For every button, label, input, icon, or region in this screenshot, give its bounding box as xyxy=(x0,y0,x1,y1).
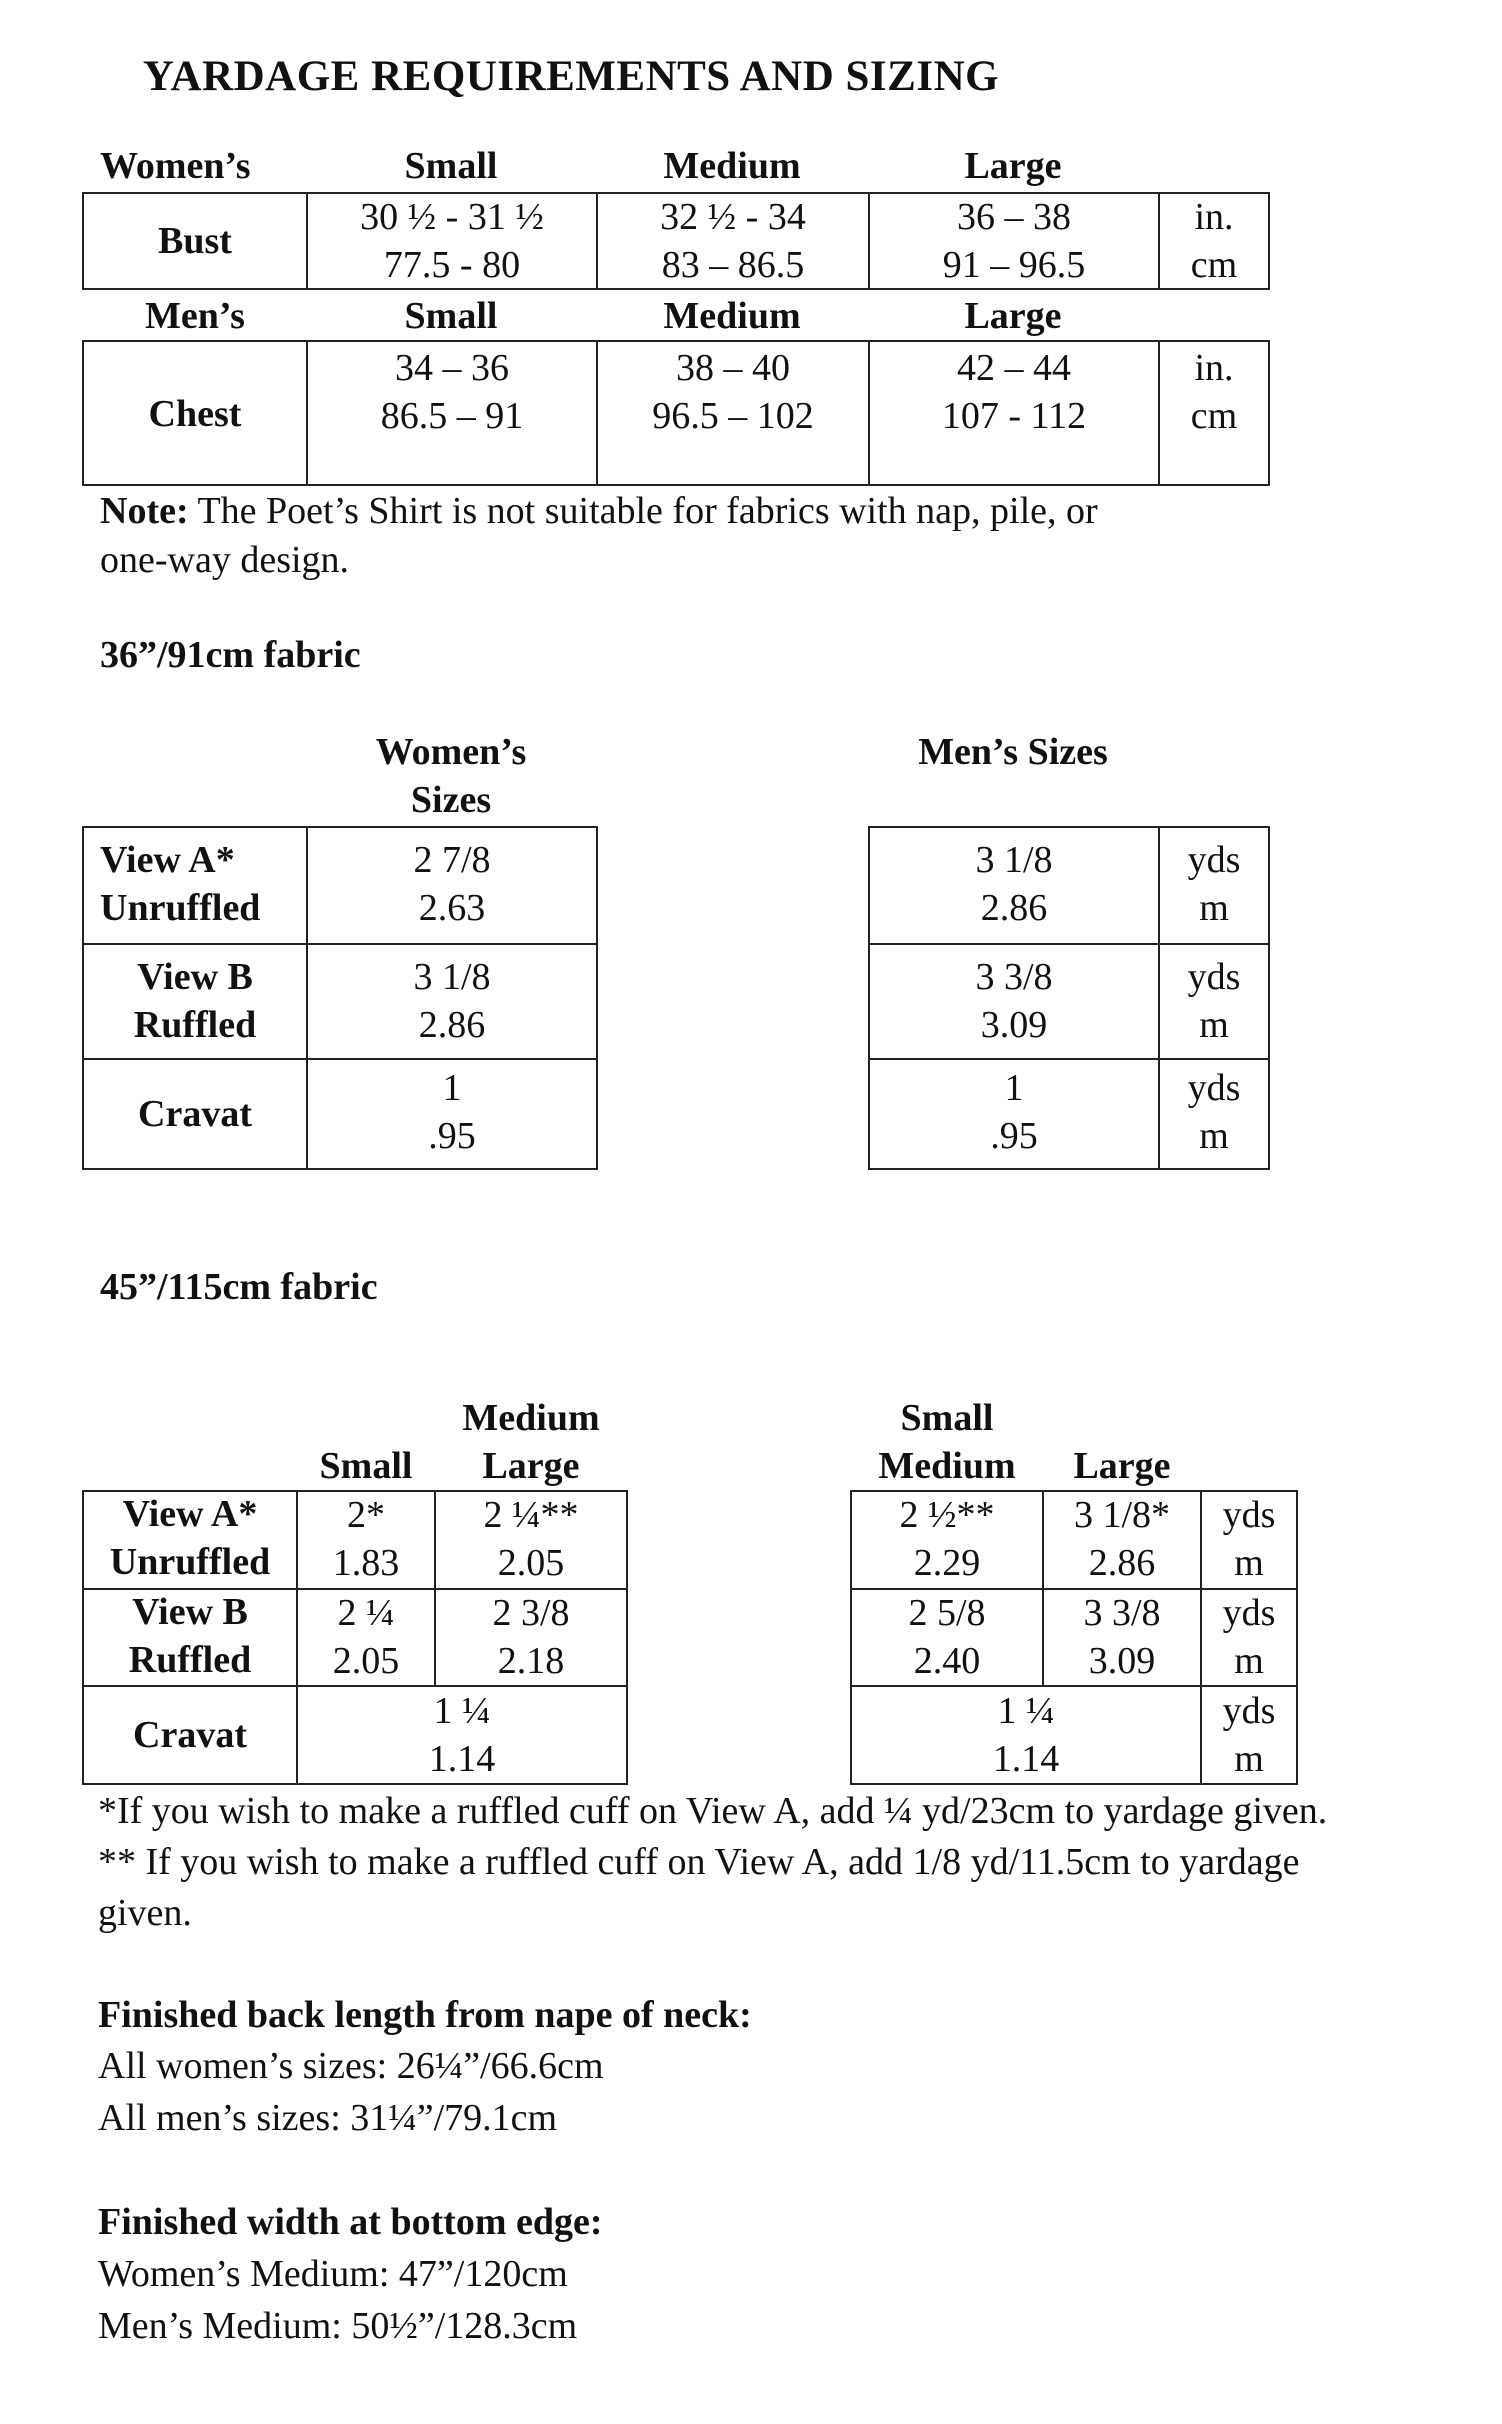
fabric45-view-a-line2: Unruffled xyxy=(109,1541,271,1583)
fabric45-cravat-womens xyxy=(298,1687,626,1783)
fabric45-view-a-w-medlarge-yds: 2 ¼** xyxy=(483,1494,579,1536)
fabric45-m-smallmed-line2: Medium xyxy=(878,1445,1016,1487)
fabric45-view-a-w-small-yds: 2* xyxy=(347,1494,385,1536)
fabric36-view-b-womens-m: 2.86 xyxy=(418,1004,486,1046)
fabric45-m-smallmed-line1: Small xyxy=(900,1397,994,1439)
chest-large-in: 42 – 44 xyxy=(957,347,1071,389)
back-length-mens: All men’s sizes: 31¼”/79.1cm xyxy=(98,2097,558,2139)
bust-medium-cm: 83 – 86.5 xyxy=(661,244,805,286)
fabric36-heading: 36”/91cm fabric xyxy=(100,634,361,676)
fabric45-view-a-w-medlarge-m: 2.05 xyxy=(497,1542,565,1584)
chest-large-cm: 107 - 112 xyxy=(941,395,1087,437)
chest-medium xyxy=(598,344,868,440)
bust-small-in: 30 ½ - 31 ½ xyxy=(360,196,544,238)
fabric36-view-b-womens-yds: 3 1/8 xyxy=(413,956,491,998)
fabric45-cravat-womens-m: 1.14 xyxy=(428,1738,496,1780)
fabric36-view-a-line1: View A* xyxy=(100,839,235,881)
fabric45-m-large-header: Large xyxy=(1073,1445,1171,1487)
fabric45-view-b-w-medlarge-m: 2.18 xyxy=(497,1639,565,1682)
back-length-womens: All women’s sizes: 26¼”/66.6cm xyxy=(98,2045,604,2087)
fabric45-view-b-w-small-m: 2.05 xyxy=(332,1639,400,1682)
fabric36-view-a-womens xyxy=(308,836,596,932)
fabric45-view-a-label xyxy=(84,1490,296,1586)
fabric45-view-a-m-smallmed-m: 2.29 xyxy=(913,1542,981,1584)
fabric36-view-a-units xyxy=(1160,836,1268,932)
fabric36-view-a-line2: Unruffled xyxy=(100,887,261,929)
fabric45-view-b-m-smallmed xyxy=(852,1588,1042,1685)
fabric45-cravat-unit-yds: yds xyxy=(1222,1690,1276,1732)
fabric45-view-b-units xyxy=(1202,1588,1296,1685)
chest-medium-in: 38 – 40 xyxy=(676,347,790,389)
fabric45-view-a-unit-yds: yds xyxy=(1222,1494,1276,1536)
fabric45-view-b-m-large-m: 3.09 xyxy=(1088,1639,1156,1682)
fabric36-view-b-line1: View B xyxy=(137,956,253,998)
fabric45-cravat-mens-m: 1.14 xyxy=(992,1738,1060,1780)
back-length-heading: Finished back length from nape of neck: xyxy=(98,1994,752,2036)
fabric45-view-b-w-small-yds: 2 ¼ xyxy=(337,1591,395,1634)
bust-unit-in: in. xyxy=(1194,196,1234,238)
bust-unit-cm: cm xyxy=(1190,244,1238,286)
womens-medium-header: Medium xyxy=(663,145,801,187)
fabric36-womens-header-line2: Sizes xyxy=(410,779,492,821)
fabric45-view-a-m-smallmed-yds: 2 ½** xyxy=(899,1494,995,1536)
fabric36-cravat-label: Cravat xyxy=(138,1093,252,1135)
fabric36-view-b-unit-yds: yds xyxy=(1187,956,1241,998)
fabric36-view-a-mens-m: 2.86 xyxy=(980,887,1048,929)
fabric45-heading: 45”/115cm fabric xyxy=(100,1266,378,1308)
fabric36-cravat-unit-m: m xyxy=(1199,1115,1229,1157)
fabric36-view-a-womens-yds: 2 7/8 xyxy=(413,839,491,881)
chest-small xyxy=(308,344,596,440)
bust-units xyxy=(1160,194,1268,288)
fabric45-view-a-m-smallmed xyxy=(852,1490,1042,1588)
fabric45-view-b-m-large-yds: 3 3/8 xyxy=(1083,1591,1161,1634)
chest-medium-cm: 96.5 – 102 xyxy=(652,395,814,437)
fabric45-view-b-w-small xyxy=(298,1588,434,1685)
fabric45-cravat-mens-yds: 1 ¼ xyxy=(997,1690,1055,1732)
fabric36-mens-header: Men’s Sizes xyxy=(918,731,1108,773)
fabric45-view-a-m-large-m: 2.86 xyxy=(1088,1542,1156,1584)
womens-small-header: Small xyxy=(404,145,498,187)
chest-small-cm: 86.5 – 91 xyxy=(380,395,524,437)
bust-large-cm: 91 – 96.5 xyxy=(942,244,1086,286)
fabric45-view-a-m-large xyxy=(1044,1490,1200,1588)
fabric45-view-b-label xyxy=(84,1588,296,1684)
fabric45-view-b-unit-yds: yds xyxy=(1222,1591,1276,1634)
fabric36-view-b-line2: Ruffled xyxy=(133,1004,257,1046)
page-title: YARDAGE REQUIREMENTS AND SIZING xyxy=(142,53,1000,100)
fabric45-cravat-units xyxy=(1202,1687,1296,1783)
mens-small-header: Small xyxy=(404,295,498,337)
fabric36-cravat-womens xyxy=(308,1064,596,1160)
fabric36-view-b-mens-m: 3.09 xyxy=(980,1004,1048,1046)
fabric36-womens-header xyxy=(306,728,596,824)
fabric36-womens-header-line1: Women’s xyxy=(375,731,527,773)
fabric45-view-a-w-medlarge xyxy=(436,1490,626,1588)
fabric36-view-a-unit-m: m xyxy=(1199,887,1229,929)
fabric36-view-b-womens xyxy=(308,953,596,1049)
fabric36-cravat-units xyxy=(1160,1064,1268,1160)
fabric45-view-a-units xyxy=(1202,1490,1296,1588)
fabric45-view-b-m-smallmed-m: 2.40 xyxy=(913,1639,981,1682)
mens-medium-header: Medium xyxy=(663,295,801,337)
fabric36-view-a-mens xyxy=(870,836,1158,932)
fabric36-view-b-units xyxy=(1160,953,1268,1049)
fabric45-cravat-womens-yds: 1 ¼ xyxy=(433,1690,491,1732)
bust-medium xyxy=(598,194,868,288)
fabric36-cravat-mens xyxy=(870,1064,1158,1160)
fabric45-w-medlarge-header xyxy=(436,1394,626,1490)
fabric45-w-medlarge-line1: Medium xyxy=(462,1397,600,1439)
fabric45-w-small-header: Small xyxy=(319,1445,413,1487)
note-text-line1: The Poet’s Shirt is not suitable for fabrics with nap, pile, or xyxy=(188,490,1098,532)
fabric36-cravat-mens-yds: 1 xyxy=(1004,1067,1024,1109)
fabric36-view-b-label xyxy=(84,953,306,1049)
fabric36-cravat-womens-m: .95 xyxy=(428,1115,476,1157)
fabric36-view-b-mens-yds: 3 3/8 xyxy=(975,956,1053,998)
fabric36-view-a-label xyxy=(84,836,280,932)
bottom-width-mens: Men’s Medium: 50½”/128.3cm xyxy=(98,2305,578,2347)
fabric45-view-b-unit-m: m xyxy=(1234,1639,1264,1682)
bottom-width-heading: Finished width at bottom edge: xyxy=(98,2201,603,2243)
womens-label: Women’s xyxy=(100,145,251,187)
mens-large-header: Large xyxy=(964,295,1062,337)
chest-unit-cm: cm xyxy=(1190,395,1238,437)
fabric36-view-a-mens-yds: 3 1/8 xyxy=(975,839,1053,881)
bust-large xyxy=(870,194,1158,288)
bust-small xyxy=(308,194,596,288)
note-label: Note: xyxy=(100,490,189,532)
fabric45-view-b-m-smallmed-yds: 2 5/8 xyxy=(908,1591,986,1634)
fabric36-cravat-mens-m: .95 xyxy=(990,1115,1038,1157)
bust-medium-in: 32 ½ - 34 xyxy=(660,196,806,238)
fabric45-view-b-m-large xyxy=(1044,1588,1200,1685)
fabric45-w-medlarge-line2: Large xyxy=(482,1445,580,1487)
fabric36-view-a-unit-yds: yds xyxy=(1187,839,1241,881)
fabric45-cravat-label: Cravat xyxy=(133,1714,247,1756)
fabric36-view-b-unit-m: m xyxy=(1199,1004,1229,1046)
fabric45-view-a-m-large-yds: 3 1/8* xyxy=(1073,1494,1171,1536)
fabric36-cravat-womens-yds: 1 xyxy=(442,1067,462,1109)
footnote-3: given. xyxy=(98,1892,192,1934)
footnote-1: *If you wish to make a ruffled cuff on View A, add ¼ yd/23cm to yardage given. xyxy=(98,1790,1328,1832)
womens-large-header: Large xyxy=(964,145,1062,187)
chest-large xyxy=(870,344,1158,440)
chest-unit-in: in. xyxy=(1194,347,1234,389)
fabric45-view-a-line1: View A* xyxy=(122,1493,258,1535)
fabric36-view-a-womens-m: 2.63 xyxy=(418,887,486,929)
fabric45-view-a-w-small xyxy=(298,1490,434,1588)
note xyxy=(100,486,1098,537)
fabric45-view-a-unit-m: m xyxy=(1234,1542,1264,1584)
fabric45-cravat-unit-m: m xyxy=(1234,1738,1264,1780)
fabric36-cravat-unit-yds: yds xyxy=(1187,1067,1241,1109)
bust-large-in: 36 – 38 xyxy=(957,196,1071,238)
fabric45-m-smallmed-header xyxy=(852,1394,1042,1490)
bust-small-cm: 77.5 - 80 xyxy=(383,244,521,286)
fabric45-view-b-line1: View B xyxy=(132,1591,248,1633)
mens-label: Men’s xyxy=(145,295,245,337)
note-text-line2: one-way design. xyxy=(100,539,350,581)
bust-label: Bust xyxy=(158,220,232,262)
chest-label: Chest xyxy=(148,393,242,435)
fabric45-view-a-w-small-m: 1.83 xyxy=(332,1542,400,1584)
fabric36-view-b-mens xyxy=(870,953,1158,1049)
fabric45-view-b-w-medlarge-yds: 2 3/8 xyxy=(492,1591,570,1634)
footnote-2: ** If you wish to make a ruffled cuff on View A, add 1/8 yd/11.5cm to yardage xyxy=(98,1841,1300,1883)
chest-small-in: 34 – 36 xyxy=(395,347,509,389)
fabric45-cravat-mens xyxy=(852,1687,1200,1783)
fabric45-view-b-w-medlarge xyxy=(436,1588,626,1685)
fabric45-view-b-line2: Ruffled xyxy=(128,1639,252,1681)
chest-units xyxy=(1160,344,1268,440)
bottom-width-womens: Women’s Medium: 47”/120cm xyxy=(98,2253,568,2295)
